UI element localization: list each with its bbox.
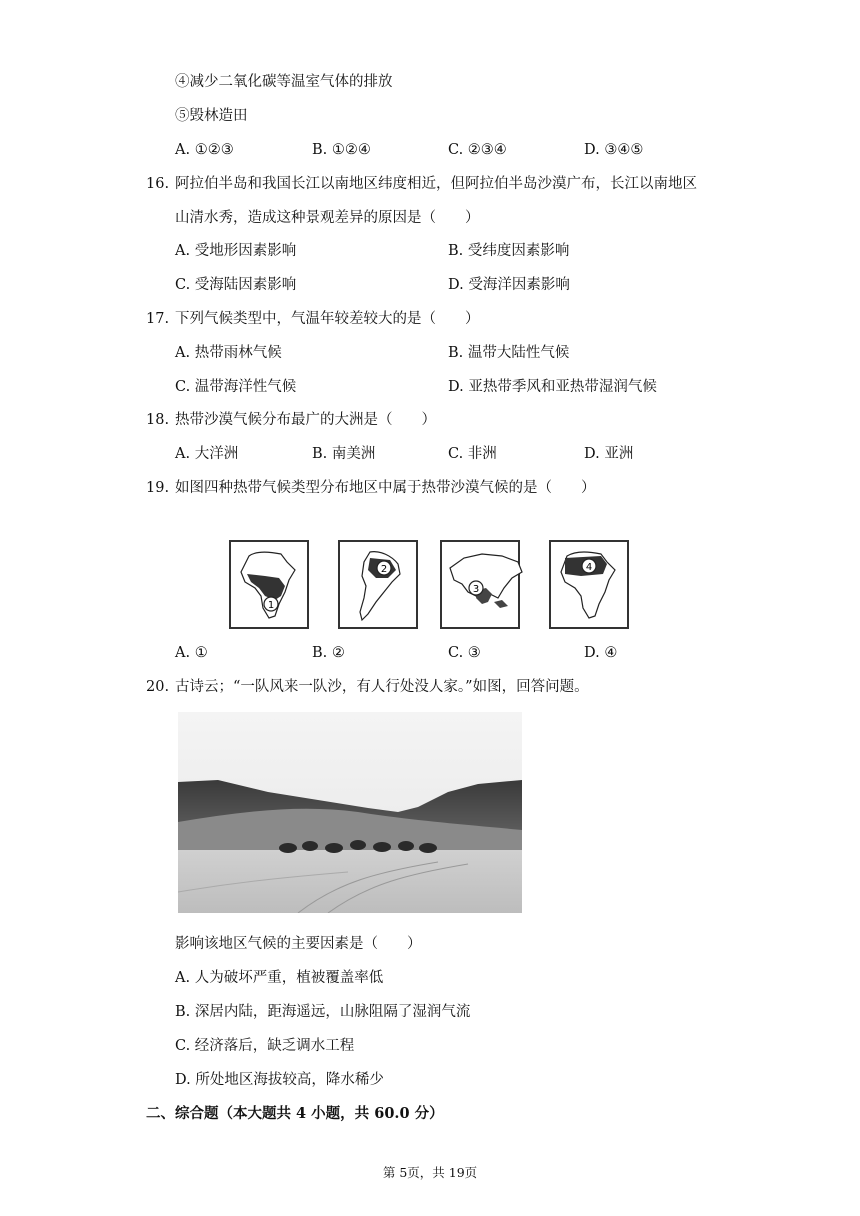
option-d[interactable]: D. 亚热带季风和亚热带湿润气候: [448, 379, 657, 395]
map-label: 3: [472, 584, 480, 595]
option-c[interactable]: C. 温带海洋性气候: [175, 379, 297, 395]
option-d[interactable]: D. 亚洲: [584, 446, 634, 462]
option-b[interactable]: B. 温带大陆性气候: [448, 345, 570, 361]
question-16-text-cont: 山清水秀，造成这种景观差异的原因是（ ）: [175, 210, 480, 226]
question-number: 16.: [146, 176, 170, 192]
map-label: 4: [585, 562, 593, 573]
south-america-map-icon: [340, 542, 416, 627]
desert-camel-photo: [178, 712, 522, 913]
option-a[interactable]: A. 大洋洲: [175, 446, 239, 462]
map-label: 1: [267, 600, 275, 611]
map-label: 2: [380, 564, 388, 575]
option-a[interactable]: A. ①: [175, 645, 208, 661]
statement-item-4: ④减少二氧化碳等温室气体的排放: [175, 74, 393, 90]
option-c[interactable]: C. 受海陆因素影响: [175, 277, 297, 293]
question-20-subquestion: 影响该地区气候的主要因素是（ ）: [175, 936, 422, 952]
option-b[interactable]: B. ①②④: [312, 142, 371, 158]
option-b[interactable]: B. 南美洲: [312, 446, 376, 462]
option-c[interactable]: C. 非洲: [448, 446, 497, 462]
map-africa-1: [229, 540, 309, 629]
map-africa-4: [549, 540, 629, 629]
question-text: 热带沙漠气候分布最广的大洲是（ ）: [175, 412, 436, 428]
option-c[interactable]: C. ②③④: [448, 142, 507, 158]
option-b[interactable]: B. 深居内陆，距海遥远，山脉阻隔了湿润气流: [175, 1004, 471, 1020]
question-number: 20.: [146, 679, 170, 695]
option-c[interactable]: C. 经济落后，缺乏调水工程: [175, 1038, 355, 1054]
section-heading: 二、综合题（本大题共 4 小题，共 60.0 分）: [146, 1105, 444, 1122]
map-asia-3: [440, 540, 520, 629]
option-a[interactable]: A. 热带雨林气候: [175, 345, 282, 361]
africa-map-icon: [231, 542, 307, 627]
map-south-america-2: [338, 540, 418, 629]
option-a[interactable]: A. ①②③: [175, 142, 234, 158]
option-d[interactable]: D. ④: [584, 645, 618, 661]
asia-map-icon: [442, 542, 528, 627]
question-number: 18.: [146, 412, 170, 428]
option-b[interactable]: B. 受纬度因素影响: [448, 243, 570, 259]
question-text: 下列气候类型中，气温年较差较大的是（ ）: [175, 311, 480, 327]
question-number: 17.: [146, 311, 170, 327]
page-footer: 第 5页，共 19页: [382, 1165, 478, 1180]
option-d[interactable]: D. 所处地区海拔较高，降水稀少: [175, 1072, 384, 1088]
option-b[interactable]: B. ②: [312, 645, 345, 661]
question-text: 古诗云；“一队风来一队沙，有人行处没人家。”如图，回答问题。: [175, 679, 589, 695]
africa-map-icon: [551, 542, 627, 627]
option-d[interactable]: D. ③④⑤: [584, 142, 644, 158]
option-a[interactable]: A. 人为破坏严重，植被覆盖率低: [175, 970, 384, 986]
option-c[interactable]: C. ③: [448, 645, 481, 661]
option-a[interactable]: A. 受地形因素影响: [175, 243, 297, 259]
question-text: 阿拉伯半岛和我国长江以南地区纬度相近，但阿拉伯半岛沙漠广布，长江以南地区: [175, 176, 697, 192]
question-number: 19.: [146, 480, 170, 496]
question-text: 如图四种热带气候类型分布地区中属于热带沙漠气候的是（ ）: [175, 480, 596, 496]
statement-item-5: ⑤毁林造田: [175, 108, 248, 124]
option-d[interactable]: D. 受海洋因素影响: [448, 277, 570, 293]
